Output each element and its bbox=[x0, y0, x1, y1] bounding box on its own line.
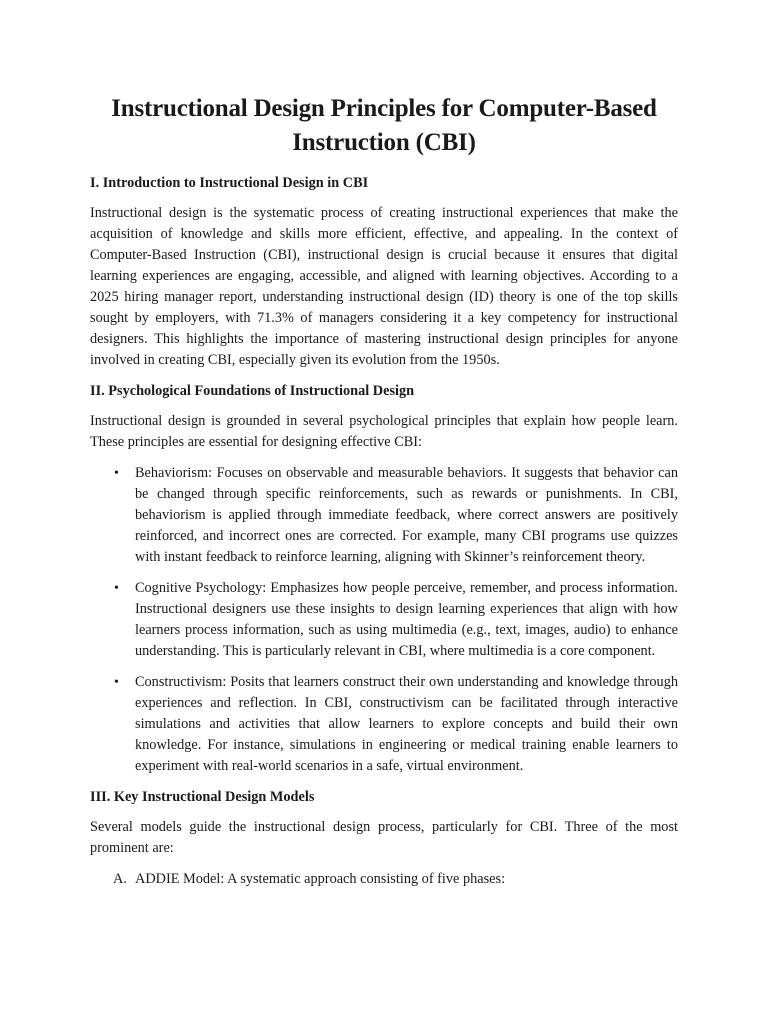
bullet-icon: • bbox=[114, 466, 119, 481]
list-item-text: ADDIE Model: A systematic approach consisting of five phases: bbox=[135, 871, 506, 887]
section-heading-design-models: III. Key Instructional Design Models bbox=[90, 789, 315, 805]
section-psychological-foundations bbox=[90, 381, 678, 777]
list-item-constructivism bbox=[90, 672, 678, 777]
section-heading-introduction: I. Introduction to Instructional Design in CBI bbox=[90, 175, 369, 191]
section-design-models bbox=[90, 787, 678, 890]
section-heading-psychological-foundations: II. Psychological Foundations of Instructional Design bbox=[90, 383, 415, 399]
document-title: Instructional Design Principles for Computer-Based Instruction (CBI) bbox=[111, 95, 657, 156]
list-item-text: Behaviorism: Focuses on observable and measurable behaviors. It suggests that behavior can be changed through specific reinforcements, such as rewards or punishments. In CBI, behaviorism is applied through immediate feedback, where correct answers are positively reinforced, and incorrect ones are corrected. For example, many CBI programs use quizzes with instant feedback to reinforce learning, aligning with Skinner’s reinforcement theory. bbox=[135, 465, 678, 565]
list-item-text: Constructivism: Posits that learners construct their own understanding and knowledge through experiences and reflection. In CBI, constructivism can be facilitated through interactive simulations and activities that allow learners to explore concepts and build their own knowledge. For instance, simulations in engineering or medical training enable learners to experiment with real-world scenarios in a safe, virtual environment. bbox=[135, 674, 678, 774]
list-item-cognitive-psychology bbox=[90, 578, 678, 662]
list-item-addie-model bbox=[90, 869, 678, 890]
paragraph-psychological-foundations: Instructional design is grounded in several psychological principles that explain how people learn. These principles are essential for designing effective CBI: bbox=[90, 413, 678, 450]
bullet-icon: • bbox=[114, 581, 119, 596]
list-marker: A. bbox=[113, 871, 127, 887]
lettered-list-models bbox=[90, 869, 678, 890]
paragraph-introduction: Instructional design is the systematic process of creating instructional experiences that make the acquisition of knowledge and skills more efficient, effective, and appealing. In the context of Computer-Based Instruction (CBI), instructional design is crucial because it ensures that digital learning experiences are engaging, accessible, and aligned with learning objectives. According to a 2025 hiring manager report, understanding instructional design (ID) theory is one of the top skills sought by employers, with 71.3% of managers considering it a key competency for instructional designers. This highlights the importance of mastering instructional design principles for anyone involved in creating CBI, especially given its evolution from the 1950s. bbox=[90, 205, 678, 368]
section-introduction bbox=[90, 173, 678, 371]
list-item-text: Cognitive Psychology: Emphasizes how people perceive, remember, and process information. Instructional designers use these insights to design learning experiences that align with how learners process information, such as using multimedia (e.g., text, images, audio) to enhance understanding. This is particularly relevant in CBI, where multimedia is a core component. bbox=[135, 580, 678, 659]
document-page bbox=[90, 92, 678, 900]
list-item-behaviorism bbox=[90, 463, 678, 568]
bullet-list-foundations bbox=[90, 463, 678, 777]
paragraph-design-models: Several models guide the instructional design process, particularly for CBI. Three of the most prominent are: bbox=[90, 819, 678, 856]
bullet-icon: • bbox=[114, 675, 119, 690]
